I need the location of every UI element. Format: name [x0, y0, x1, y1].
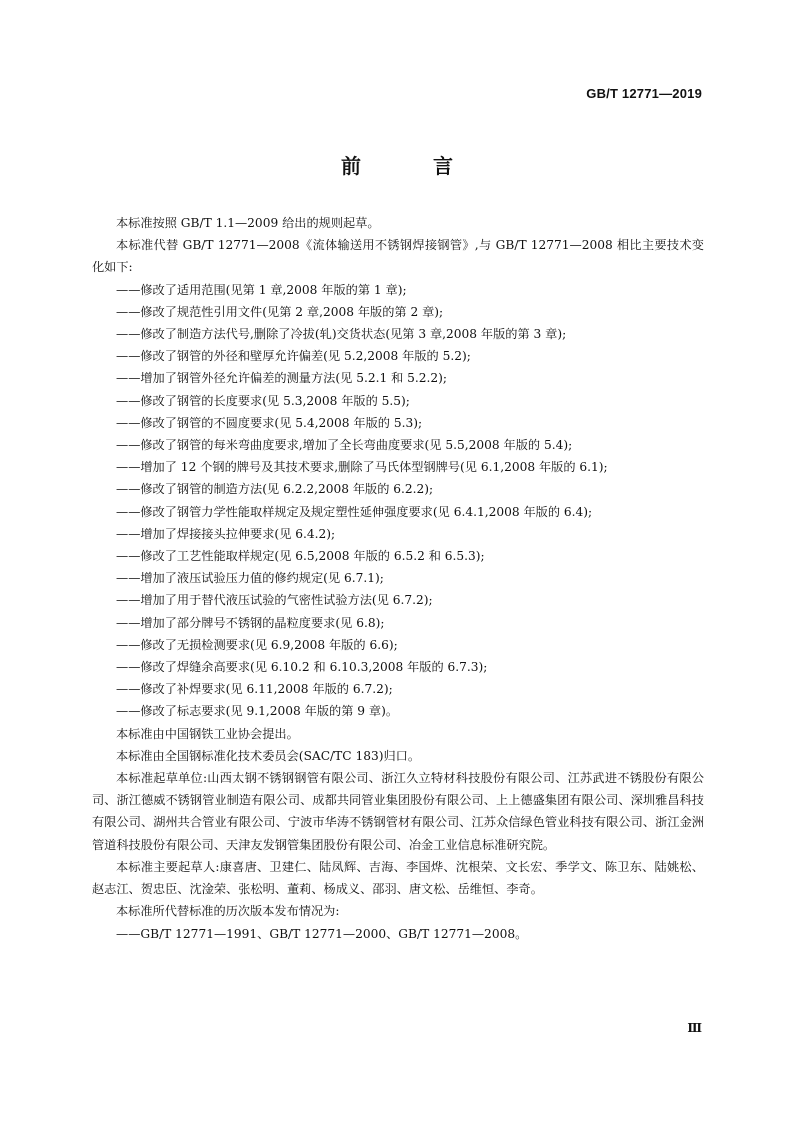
change-item: ——修改了工艺性能取样规定(见 6.5,2008 年版的 6.5.2 和 6.5.3); [116, 549, 485, 564]
paragraph-drafting-units: 本标准起草单位:山西太钢不锈钢钢管有限公司、浙江久立特材科技股份有限公司、江苏武进不锈股份有限公司、浙江德威不锈钢管业制造有限公司、成都共同管业集团股份有限公司、上上德盛集团有限公司、深圳雅昌科技有限公司、湖州共合管业有限公司、宁波市华涛不锈钢管材有限公司、江苏众信绿色管业科技有限公司、浙江金洲管道科技股份有限公司、天津友发钢管集团股份有限公司、冶金工业信息标准研究院。 [92, 771, 704, 852]
change-item: ——修改了规范性引用文件(见第 2 章,2008 年版的第 2 章); [116, 304, 444, 319]
change-item: ——修改了钢管的外径和壁厚允许偏差(见 5.2,2008 年版的 5.2); [116, 349, 471, 364]
change-item: ——增加了液压试验压力值的修约规定(见 6.7.1); [116, 571, 384, 586]
paragraph-replacement: 本标准代替 GB/T 12771—2008《流体输送用不锈钢焊接钢管》,与 GB/T 12771—2008 相比主要技术变化如下: [92, 238, 704, 275]
change-item: ——修改了钢管的制造方法(见 6.2.2,2008 年版的 6.2.2); [116, 482, 434, 497]
change-item: ——增加了焊接接头拉伸要求(见 6.4.2); [116, 526, 336, 541]
change-item: ——增加了部分牌号不锈钢的晶粒度要求(见 6.8); [116, 615, 385, 630]
change-item: ——修改了焊缝余高要求(见 6.10.2 和 6.10.3,2008 年版的 6.7.3); [116, 660, 488, 675]
paragraph-drafters: 本标准主要起草人:康喜唐、卫建仁、陆凤辉、吉海、李国烨、沈根荣、文长宏、季学文、陈卫东、陆姚松、赵志江、贺忠臣、沈淦荣、张松明、董莉、杨成义、邵羽、唐文松、岳维恒、李奇。 [92, 859, 704, 897]
change-item: ——修改了适用范围(见第 1 章,2008 年版的第 1 章); [116, 282, 407, 297]
history-item: ——GB/T 12771—1991、GB/T 12771—2000、GB/T 12771—2008。 [116, 926, 528, 941]
change-item: ——修改了钢管的长度要求(见 5.3,2008 年版的 5.5); [116, 393, 410, 408]
change-item: ——修改了补焊要求(见 6.11,2008 年版的 6.7.2); [116, 682, 393, 697]
paragraph-committee: 本标准由全国钢标准化技术委员会(SAC/TC 183)归口。 [116, 748, 421, 763]
change-item: ——增加了钢管外径允许偏差的测量方法(见 5.2.1 和 5.2.2); [116, 371, 448, 386]
change-item: ——修改了标志要求(见 9.1,2008 年版的第 9 章)。 [116, 704, 399, 719]
change-item: ——修改了钢管的每米弯曲度要求,增加了全长弯曲度要求(见 5.5,2008 年版的 5.4); [116, 438, 573, 453]
page-number: Ⅲ [687, 1021, 702, 1035]
paragraph-proposer: 本标准由中国钢铁工业协会提出。 [116, 726, 299, 741]
change-item: ——修改了钢管的不圆度要求(见 5.4,2008 年版的 5.3); [116, 415, 423, 430]
change-item: ——增加了用于替代液压试验的气密性试验方法(见 6.7.2); [116, 593, 433, 608]
change-item: ——修改了钢管力学性能取样规定及规定塑性延伸强度要求(见 6.4.1,2008 年版的 6.4); [116, 504, 593, 519]
change-item: ——增加了 12 个钢的牌号及其技术要求,删除了马氏体型钢牌号(见 6.1,2008 年版的 6.1); [116, 460, 608, 475]
paragraph-history-intro: 本标准所代替标准的历次版本发布情况为: [116, 904, 340, 919]
paragraph-drafting-rule: 本标准按照 GB/T 1.1—2009 给出的规则起草。 [116, 216, 380, 230]
change-item: ——修改了无损检测要求(见 6.9,2008 年版的 6.6); [116, 637, 398, 652]
change-list [92, 279, 704, 723]
standard-code-header: GB/T 12771—2019 [586, 86, 702, 101]
change-item: ——修改了制造方法代号,删除了冷拔(轧)交货状态(见第 3 章,2008 年版的第 3 章); [116, 327, 567, 342]
page-title: 前 言 [341, 154, 479, 178]
document-body [92, 212, 704, 945]
